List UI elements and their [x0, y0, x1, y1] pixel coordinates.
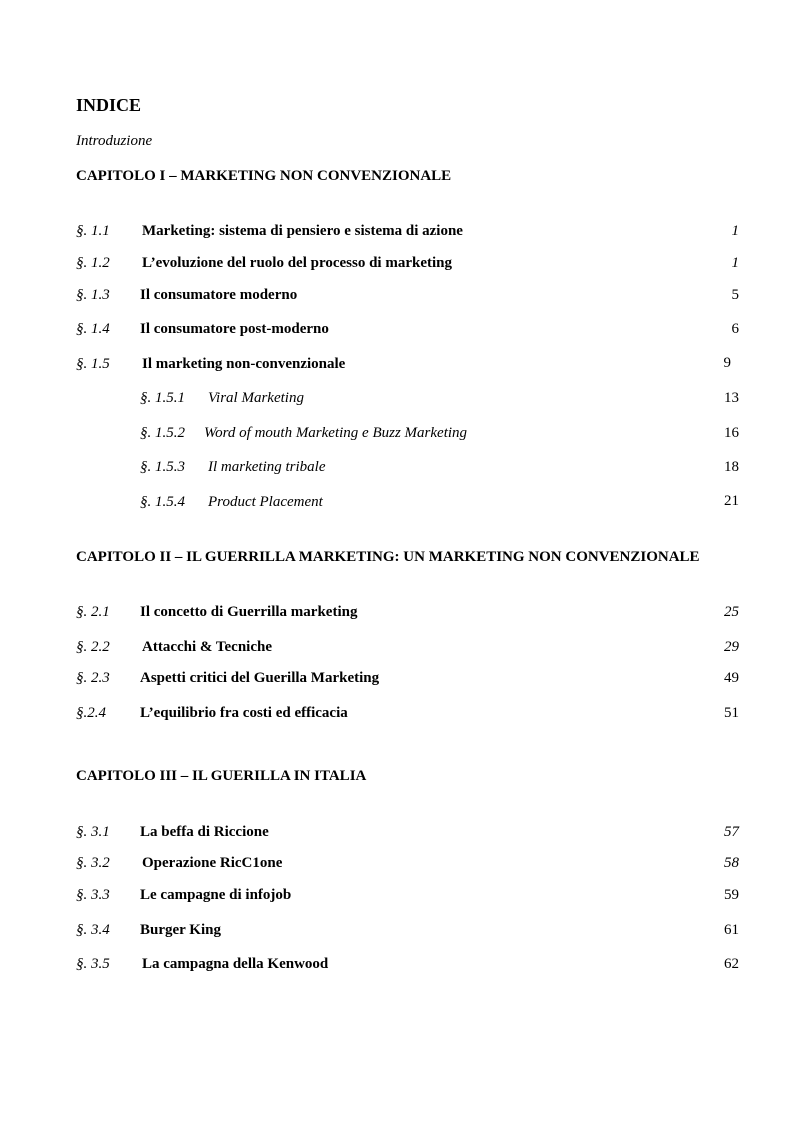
section-title: Le campagne di infojob	[140, 887, 292, 903]
section-number: §. 3.4	[76, 922, 110, 938]
page-number: 58	[724, 855, 739, 871]
chapter-1-title: CAPITOLO I – MARKETING NON CONVENZIONALE	[76, 168, 452, 184]
section-title: Il marketing non-convenzionale	[142, 356, 346, 372]
index-title: INDICE	[76, 95, 142, 115]
page-number: 1	[731, 255, 739, 271]
page-number: 59	[724, 887, 739, 903]
section-number: §. 2.2	[76, 639, 110, 655]
section-number: §. 3.2	[76, 855, 110, 871]
section-title: Burger King	[140, 922, 221, 938]
section-number: §. 3.3	[76, 887, 110, 903]
section-title: La beffa di Riccione	[140, 824, 269, 840]
section-number: §. 1.2	[76, 255, 110, 271]
page-number: 6	[731, 321, 739, 337]
chapter-3-title: CAPITOLO III – IL GUERILLA IN ITALIA	[76, 768, 367, 784]
page-number: 21	[724, 493, 739, 509]
subsection-number: §. 1.5.1	[140, 390, 185, 406]
page-number: 61	[724, 922, 739, 938]
section-number: §. 2.1	[76, 604, 110, 620]
section-number: §. 3.1	[76, 824, 110, 840]
page-number: 25	[724, 604, 739, 620]
section-number: §. 3.5	[76, 956, 110, 972]
section-number: §. 1.4	[76, 321, 110, 337]
page-number: 29	[724, 639, 739, 655]
section-title: L’equilibrio fra costi ed efficacia	[140, 705, 348, 721]
section-title: La campagna della Kenwood	[142, 956, 329, 972]
subsection-title: Word of mouth Marketing e Buzz Marketing	[204, 425, 468, 441]
section-number: §. 1.5	[76, 356, 110, 372]
section-title: Il concetto di Guerrilla marketing	[140, 604, 358, 620]
section-title: L’evoluzione del ruolo del processo di marketing	[142, 255, 453, 271]
page-number: 57	[724, 824, 739, 840]
section-number: §. 2.3	[76, 670, 110, 686]
page-number: 1	[731, 223, 739, 239]
subsection-title: Product Placement	[208, 494, 323, 510]
page-number: 5	[731, 287, 739, 303]
section-number: §.2.4	[76, 705, 106, 721]
page-number: 62	[724, 956, 739, 972]
section-title: Il consumatore moderno	[140, 287, 298, 303]
page-number: 16	[724, 425, 739, 441]
subsection-number: §. 1.5.2	[140, 425, 185, 441]
introduction-link: Introduzione	[76, 133, 153, 149]
page-number: 9	[723, 355, 731, 371]
page-number: 13	[724, 390, 739, 406]
chapter-2-title: CAPITOLO II – IL GUERRILLA MARKETING: UN MARKETING NON CONVENZIONALE	[76, 549, 700, 565]
subsection-title: Il marketing tribale	[208, 459, 326, 475]
section-title: Marketing: sistema di pensiero e sistema di azione	[142, 223, 463, 239]
section-title: Attacchi & Tecniche	[142, 639, 272, 655]
section-number: §. 1.1	[76, 223, 110, 239]
section-title: Il consumatore post-moderno	[140, 321, 329, 337]
section-title: Operazione RicC1one	[142, 855, 283, 871]
subsection-number: §. 1.5.3	[140, 459, 185, 475]
page-number: 49	[724, 670, 739, 686]
section-title: Aspetti critici del Guerilla Marketing	[140, 670, 380, 686]
section-number: §. 1.3	[76, 287, 110, 303]
subsection-number: §. 1.5.4	[140, 494, 185, 510]
subsection-title: Viral Marketing	[208, 390, 304, 406]
page-number: 18	[724, 459, 739, 475]
page-number: 51	[724, 705, 739, 721]
